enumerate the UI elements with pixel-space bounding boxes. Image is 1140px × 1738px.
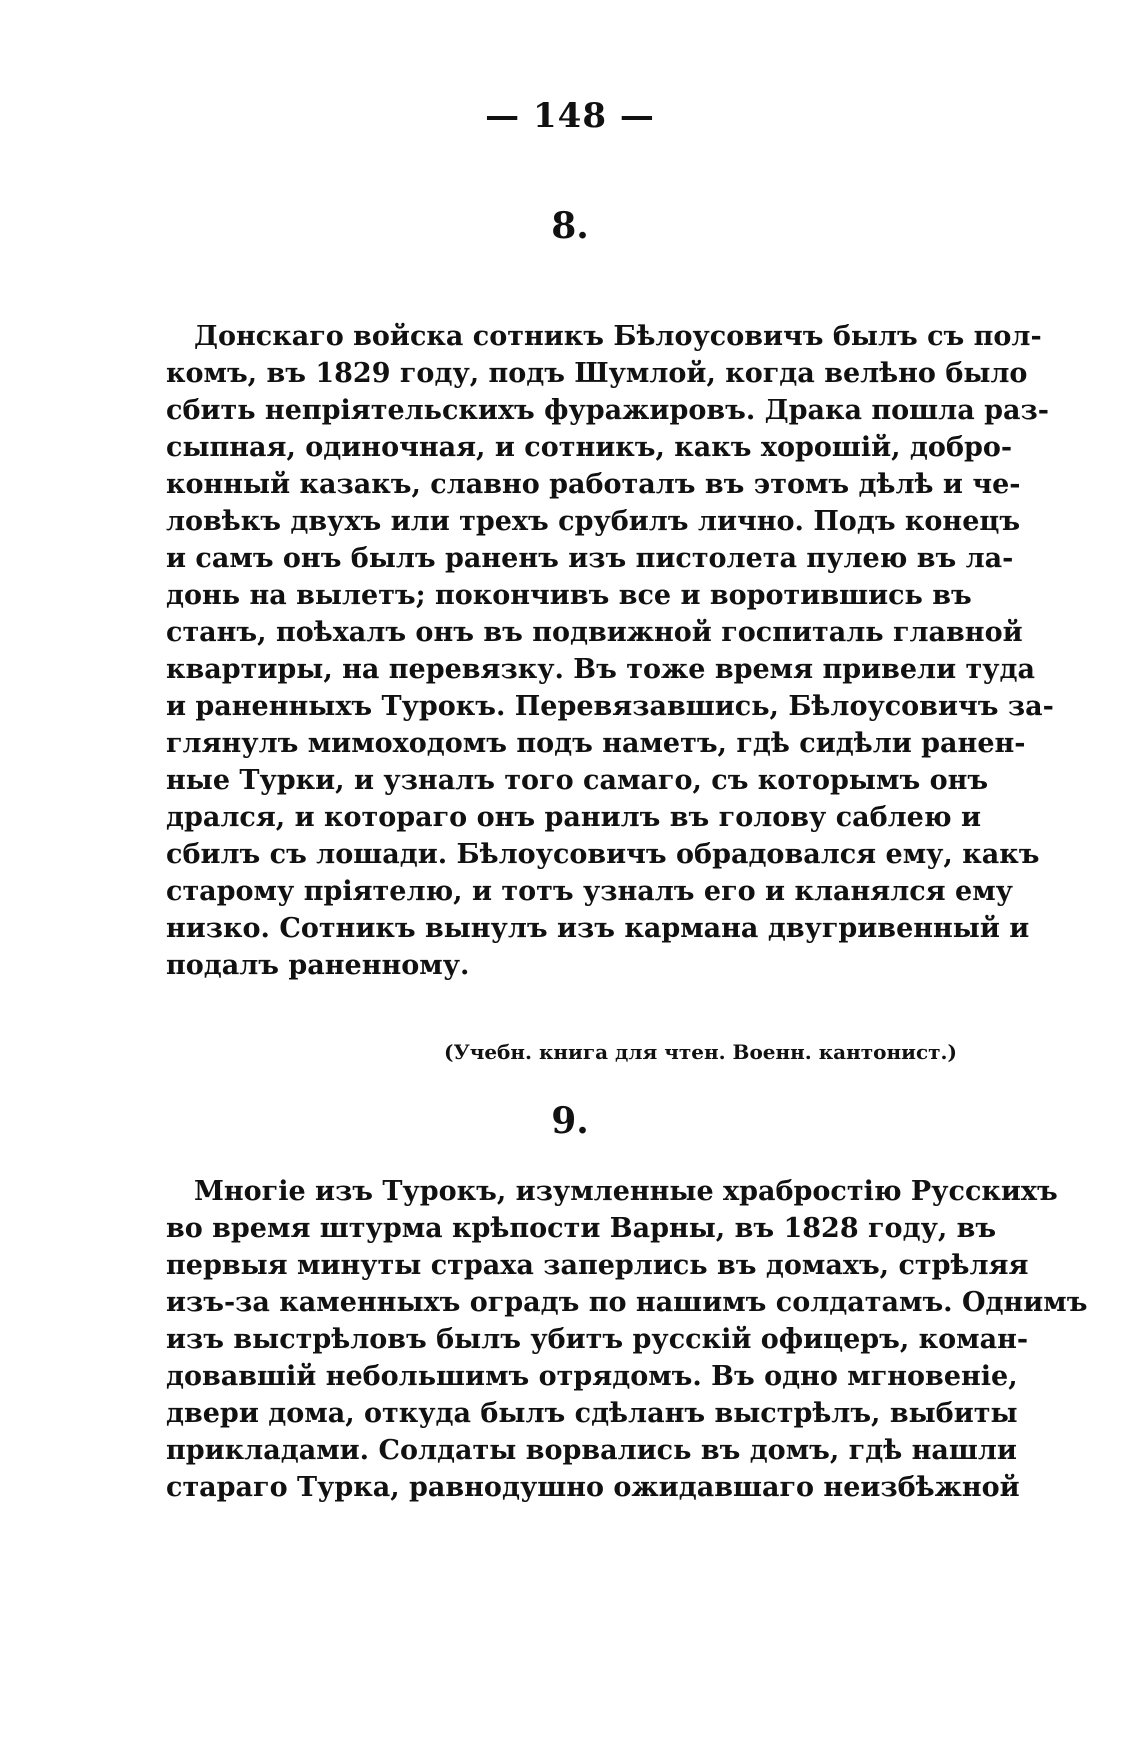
text-line: прикладами. Солдаты ворвались въ домъ, гдѣ нашли	[166, 1435, 1017, 1466]
text-line: низко. Сотникъ вынулъ изъ кармана двугривенный и	[166, 913, 1030, 944]
text-line: дрался, и котораго онъ ранилъ въ голову саблею и	[166, 802, 981, 833]
text-line: двери дома, откуда былъ сдѣланъ выстрѣлъ, выбиты	[166, 1398, 1018, 1429]
text-line: донь на вылетъ; покончивъ все и воротившись въ	[166, 580, 972, 611]
section-8-paragraph	[166, 318, 1054, 984]
text-line: комъ, въ 1829 году, подъ Шумлой, когда велѣно было	[166, 358, 1028, 389]
text-line: во время штурма крѣпости Варны, въ 1828 году, въ	[166, 1213, 997, 1244]
text-line: первыя минуты страха заперлись въ домахъ, стрѣляя	[166, 1250, 1029, 1281]
text-line: подалъ раненному.	[166, 950, 470, 981]
text-line: и самъ онъ былъ раненъ изъ пистолета пулею въ ла-	[166, 543, 1014, 574]
text-line: изъ выстрѣловъ былъ убитъ русскій офицеръ, коман-	[166, 1324, 1029, 1355]
text-line: станъ, поѣхалъ онъ въ подвижной госпиталь главной	[166, 617, 1023, 648]
text-line: и раненныхъ Турокъ. Перевязавшись, Бѣлоусовичъ за-	[166, 691, 1054, 722]
text-line: старому пріятелю, и тотъ узналъ его и кланялся ему	[166, 876, 1013, 907]
text-line: стараго Турка, равнодушно ожидавшаго неизбѣжной	[166, 1472, 1020, 1503]
section-9-paragraph	[166, 1173, 1088, 1506]
text-line: ловѣкъ двухъ или трехъ срубилъ лично. Подъ конецъ	[166, 506, 1021, 537]
text-line: глянулъ мимоходомъ подъ наметъ, гдѣ сидѣли ранен-	[166, 728, 1026, 759]
text-line: сыпная, одиночная, и сотникъ, какъ хорошій, добро-	[166, 432, 1013, 463]
text-line: квартиры, на перевязку. Въ тоже время привели туда	[166, 654, 1036, 685]
text-line: сбилъ съ лошади. Бѣлоусовичъ обрадовался ему, какъ	[166, 839, 1040, 870]
text-line: Многіе изъ Турокъ, изумленные храбростію Русскихъ	[194, 1176, 1058, 1207]
text-line: конный казакъ, славно работалъ въ этомъ дѣлѣ и че-	[166, 469, 1021, 500]
text-line: Донскаго войска сотникъ Бѣлоусовичъ былъ съ пол-	[194, 321, 1042, 352]
section-number-9: 9.	[551, 1100, 589, 1142]
text-line: довавшій небольшимъ отрядомъ. Въ одно мгновеніе,	[166, 1361, 1018, 1392]
text-line: изъ-за каменныхъ оградъ по нашимъ солдатамъ. Однимъ	[166, 1287, 1088, 1318]
section-number-8: 8.	[551, 205, 589, 247]
text-line: сбить непріятельскихъ фуражировъ. Драка пошла раз-	[166, 395, 1049, 426]
page-number: — 148 —	[485, 96, 655, 136]
text-line: ные Турки, и узналъ того самаго, съ которымъ онъ	[166, 765, 989, 796]
source-citation: (Учебн. книга для чтен. Военн. кантонист.)	[444, 1040, 957, 1064]
